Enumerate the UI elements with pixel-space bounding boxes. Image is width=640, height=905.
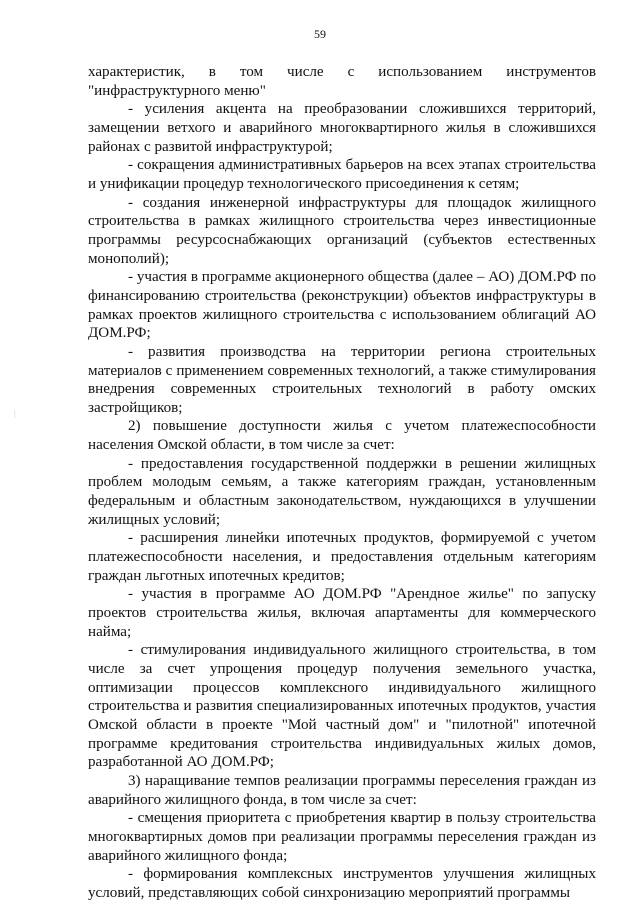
- numbered-item-affordability: 2) повышение доступности жилья с учетом платежеспособности населения Омской области, в том числе за счет:: [88, 418, 596, 454]
- list-item-domrf-program: - участия в программе акционерного общества (далее – АО) ДОМ.РФ по финансированию строительства (реконструкции) объектов инфраструктуры в рамках проектов жилищного строительства с использованием облигаций АО ДОМ.РФ;: [88, 269, 596, 342]
- numbered-item-resettlement: 3) наращивание темпов реализации программы переселения граждан из аварийного жилищного фонда, в том числе за счет:: [88, 772, 596, 808]
- list-item-admin-barriers: - сокращения административных барьеров на всех этапах строительства и унификации процедур технологического присоединения к сетям;: [88, 157, 596, 192]
- list-item-individual-housing: - стимулирования индивидуального жилищного строительства, в том числе за счет упрощения процедур получения земельного участка, оптимизации процессов комплексного индивидуального жилищного строительства и развития специализированных ипотечных продуктов, участия Омской области в проекте "Мой частный дом" и "пилотной" ипотечной программе кредитования строительства индивидуальных жилых домов, разработанной АО ДОМ.РФ;: [88, 642, 596, 771]
- list-item-building-materials: - развития производства на территории региона строительных материалов с применением современных технологий, а также стимулирования внедрения современных строительных технологий в работу омских застройщиков;: [88, 343, 596, 416]
- list-item-priority-shift: - смещения приоритета с приобретения квартир в пользу строительства многоквартирных домов при реализации программы переселения граждан из аварийного жилищного фонда;: [88, 810, 596, 864]
- list-item-rental-housing: - участия в программе АО ДОМ.РФ "Арендное жилье" по запуску проектов строительства жилья, включая апартаменты для коммерческого найма;: [88, 586, 596, 640]
- list-item-state-support: - предоставления государственной поддержки в решении жилищных проблем молодым семьям, а также категориям граждан, установленным федеральным и областным законодательством, нуждающихся в улучшении жилищных условий;: [88, 455, 596, 528]
- page-number: 59: [314, 27, 326, 41]
- list-item-renovation: - усиления акцента на преобразовании сложившихся территорий, замещении ветхого и аварийного многоквартирного жилья в сложившихся районах с развитой инфраструктурой;: [88, 101, 596, 155]
- body-text: [88, 63, 596, 903]
- list-item-engineering-infrastructure: - создания инженерной инфраструктуры для площадок жилищного строительства в рамках жилищного строительства через инвестиционные программы ресурсоснабжающих организаций (субъектов естественных монополий);: [88, 194, 596, 267]
- paragraph-continuation: характеристик, в том числе с использованием инструментов "инфраструктурного меню": [88, 64, 596, 99]
- margin-mark: |: [14, 408, 16, 418]
- list-item-complex-tools: - формирования комплексных инструментов улучшения жилищных условий, представляющих собой синхронизацию мероприятий программы: [88, 866, 596, 901]
- list-item-mortgage-products: - расширения линейки ипотечных продуктов, формируемой с учетом платежеспособности населения, и предоставления отдельным категориям граждан льготных ипотечных кредитов;: [88, 530, 596, 584]
